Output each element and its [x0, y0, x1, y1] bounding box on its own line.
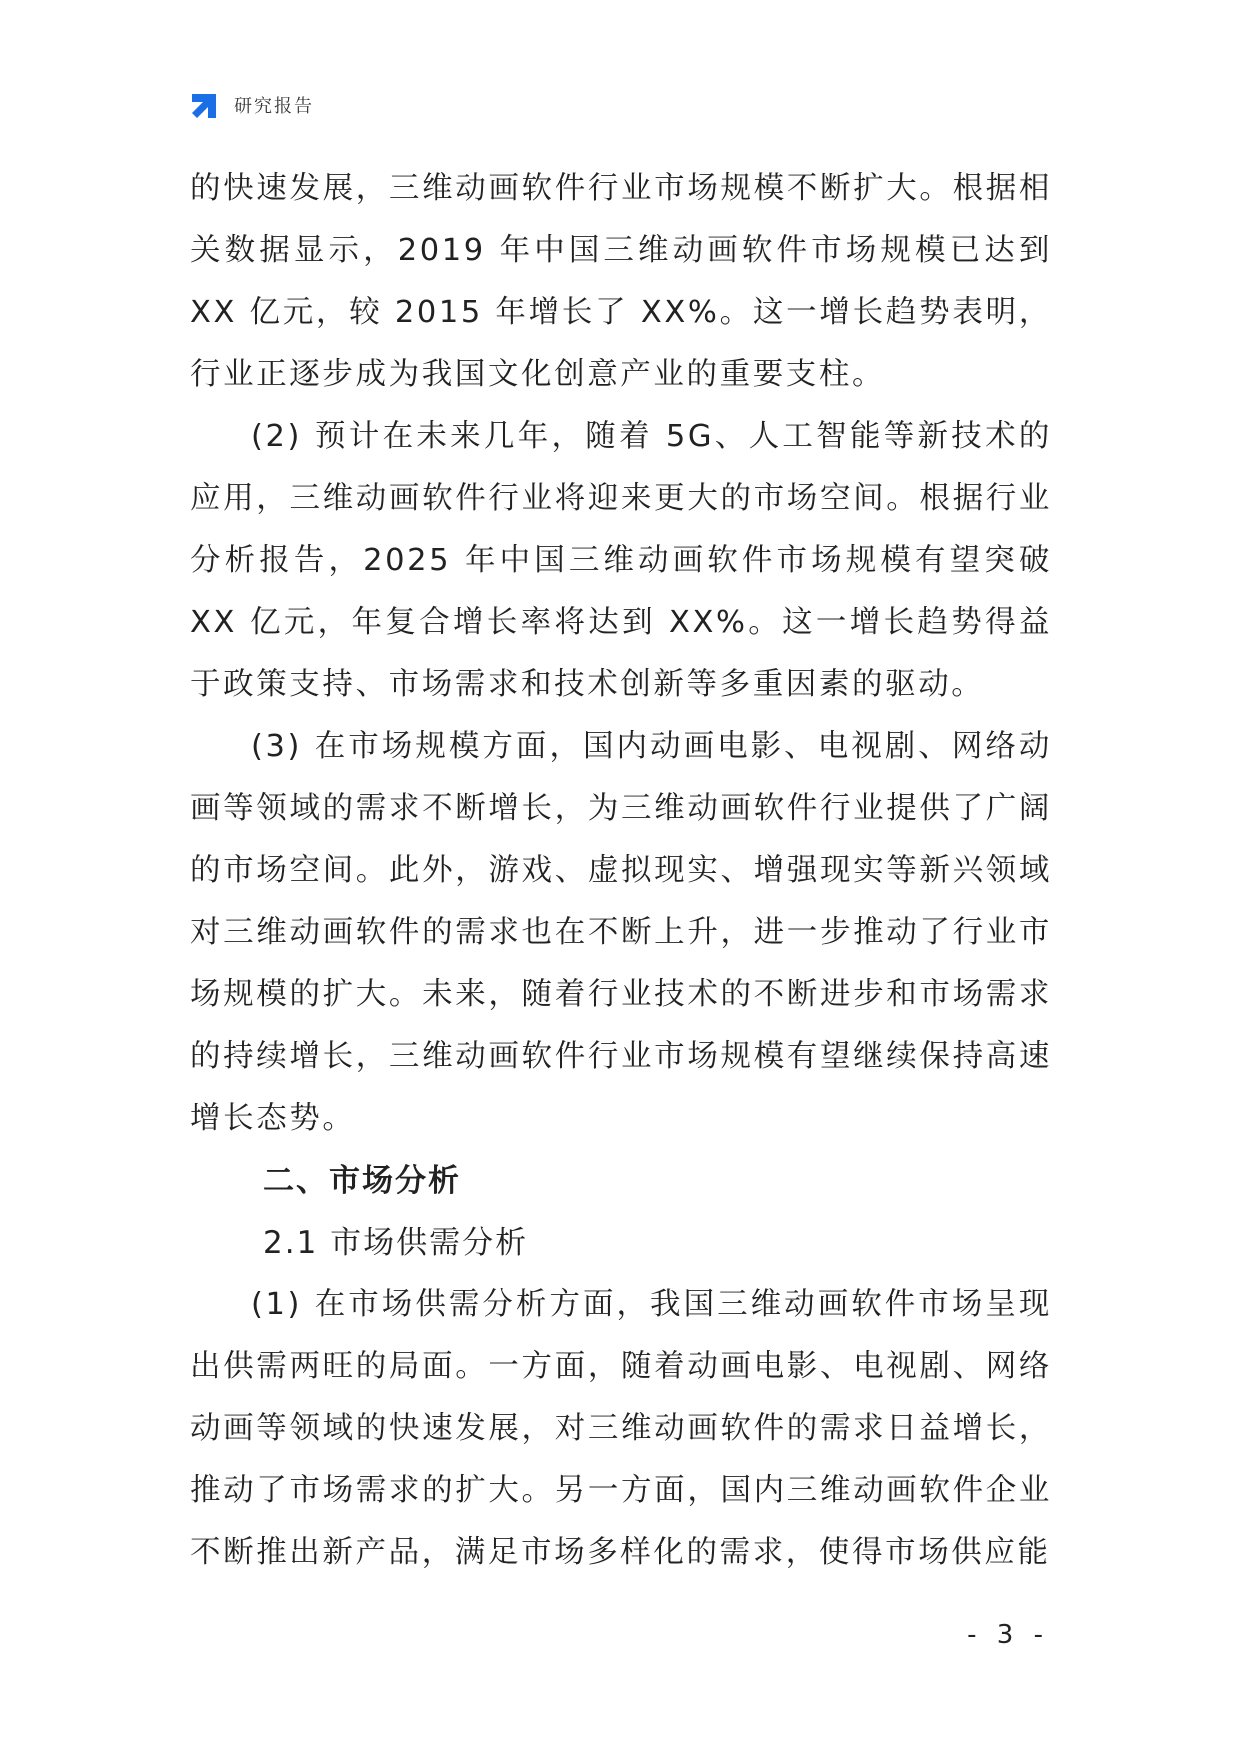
document-body	[190, 158, 1052, 1584]
paragraph-continuation: 的快速发展，三维动画软件行业市场规模不断扩大。根据相关数据显示，2019 年中国三维动画软件市场规模已达到 XX 亿元，较 2015 年增长了 XX%。这一增长趋势表明，行业正逐步成为我国文化创意产业的重要支柱。	[190, 171, 1052, 392]
arrow-logo-icon	[188, 88, 222, 122]
paragraph-supply-demand: (1) 在市场供需分析方面，我国三维动画软件市场呈现出供需两旺的局面。一方面，随着动画电影、电视剧、网络动画等领域的快速发展，对三维动画软件的需求日益增长，推动了市场需求的扩大。另一方面，国内三维动画软件企业不断推出新产品，满足市场多样化的需求，使得市场供应能	[190, 1287, 1052, 1570]
paragraph-2: (2) 预计在未来几年，随着 5G、人工智能等新技术的应用，三维动画软件行业将迎来更大的市场空间。根据行业分析报告，2025 年中国三维动画软件市场规模有望突破 XX 亿元，年复合增长率将达到 XX%。这一增长趋势得益于政策支持、市场需求和技术创新等多重因素的驱动。	[190, 419, 1052, 702]
header-title: 研究报告	[234, 96, 314, 117]
subsection-heading: 2.1 市场供需分析	[263, 1225, 529, 1261]
page-number: - 3 -	[967, 1620, 1049, 1650]
section-heading: 二、市场分析	[263, 1163, 461, 1199]
page-header	[188, 88, 314, 122]
paragraph-3: (3) 在市场规模方面，国内动画电影、电视剧、网络动画等领域的需求不断增长，为三维动画软件行业提供了广阔的市场空间。此外，游戏、虚拟现实、增强现实等新兴领域对三维动画软件的需求也在不断上升，进一步推动了行业市场规模的扩大。未来，随着行业技术的不断进步和市场需求的持续增长，三维动画软件行业市场规模有望继续保持高速增长态势。	[190, 729, 1052, 1136]
